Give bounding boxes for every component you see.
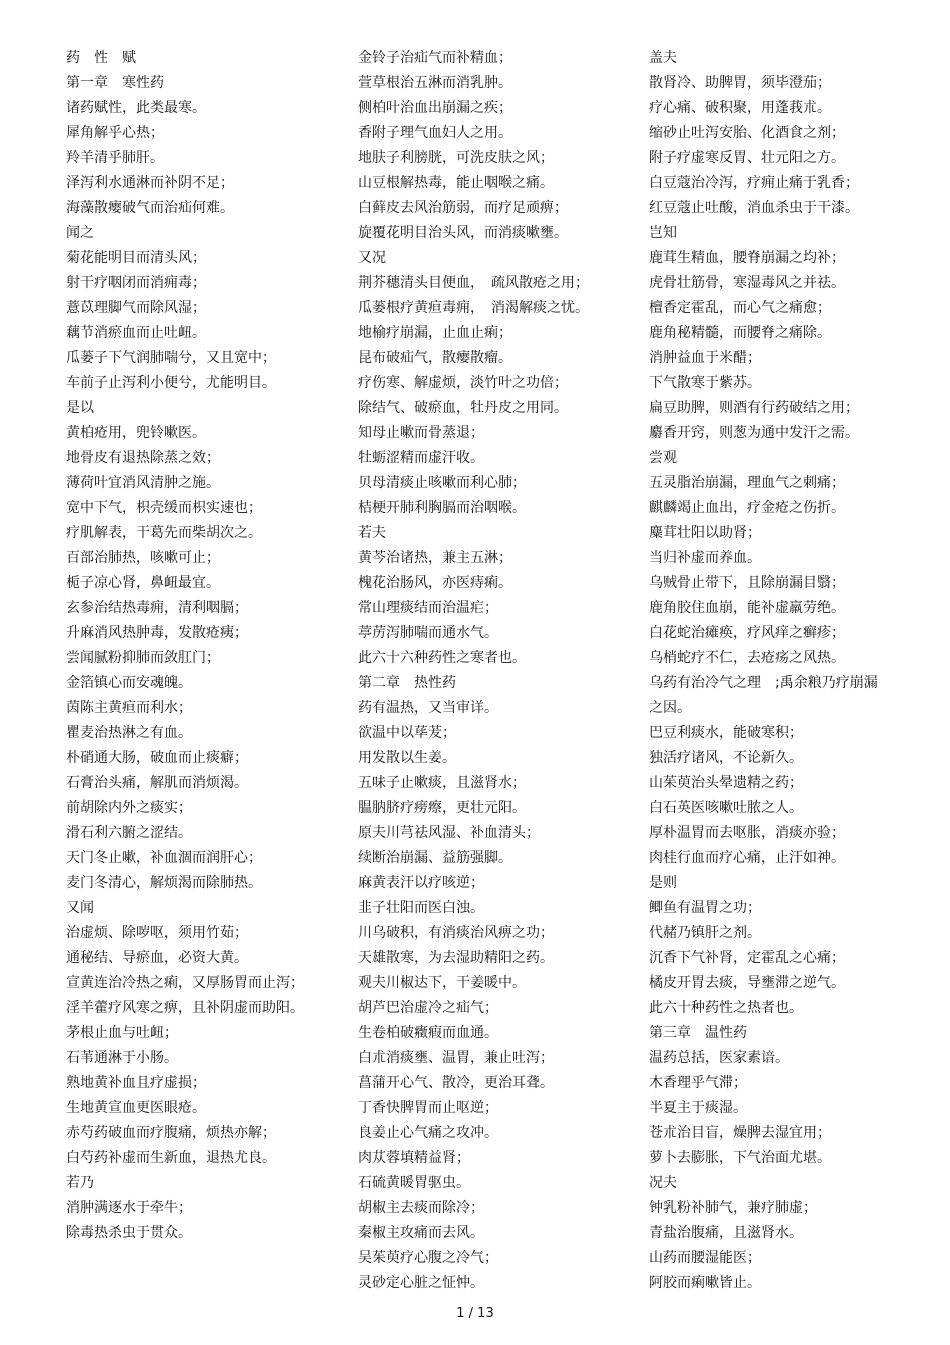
text-line: 原夫川芎祛风湿、补血清头； (358, 825, 540, 841)
text-line: 地骨皮有退热除蒸之效； (66, 450, 220, 466)
text-line: 肉桂行血而疗心痛，止汗如神。 (649, 850, 845, 866)
text-line: 瓜蒌子下气润肺喘兮，又且宽中； (66, 350, 276, 366)
text-line: 天雄散寒，为去湿助精阳之药。 (358, 950, 554, 966)
text-line: 熟地黄补血且疗虚损； (66, 1075, 206, 1091)
text-line: 青盐治腹痛，且滋肾水。 (649, 1225, 803, 1241)
text-line: 石膏治头痛，解肌而消烦渴。 (66, 775, 248, 791)
text-line: 羚羊清乎肺肝。 (66, 150, 164, 166)
text-line: 当归补虚而养血。 (649, 550, 761, 566)
text-line: 薏苡理脚气而除风湿； (66, 300, 206, 316)
text-line: 木香理乎气滞； (649, 1075, 747, 1091)
text-line: 海藻散瘿破气而治疝何难。 (66, 200, 234, 216)
text-line: 观夫川椒达下，干姜暖中。 (358, 975, 526, 991)
text-line: 白藓皮去风治筋弱，而疗足顽痹； (358, 200, 568, 216)
text-line: 荆芥穗清头目便血， 疏风散疮之用； (358, 275, 589, 291)
text-line: 白豆蔻治冷泻，疗痈止痛于乳香； (649, 175, 859, 191)
text-line: 丁香快脾胃而止呕逆； (358, 1100, 498, 1116)
text-line: 鹿角胶住血崩，能补虚羸劳绝。 (649, 600, 845, 616)
text-line: 地榆疗崩漏，止血止痢； (358, 325, 512, 341)
text-line: 车前子止泻利小便兮，尤能明目。 (66, 375, 276, 391)
text-line: 宣黄连治冷热之痢，又厚肠胃而止泻； (66, 975, 304, 991)
text-line: 鹿茸生精血，腰脊崩漏之均补； (649, 250, 845, 266)
text-line: 第二章 热性药 (358, 675, 456, 691)
text-line: 独活疗诸风，不论新久。 (649, 750, 803, 766)
text-line: 诸药赋性，此类最寒。 (66, 100, 206, 116)
text-line: 是则 (649, 875, 677, 891)
text-line: 宽中下气，枳壳缓而枳实速也； (66, 500, 262, 516)
text-line: 檀香定霍乱，而心气之痛愈； (649, 300, 831, 316)
text-line: 白朮消痰壅、温胃，兼止吐泻； (358, 1050, 554, 1066)
text-line: 藕节消瘀血而止吐衄。 (66, 325, 206, 341)
text-column-3 (649, 46, 889, 1296)
text-line: 前胡除内外之痰实； (66, 800, 192, 816)
text-line: 此六十六种药性之寒者也。 (358, 650, 526, 666)
text-line: 散肾冷、助脾胃，须毕澄茄； (649, 75, 831, 91)
text-line: 朴硝通大肠，破血而止痰癖； (66, 750, 248, 766)
text-line: 瓜蒌根疗黄疸毒痈， 消渴解痰之忧。 (358, 300, 589, 316)
text-line: 韭子壮阳而医白浊。 (358, 900, 484, 916)
text-line: 胡芦巴治虚冷之疝气； (358, 1000, 498, 1016)
text-line: 香附子理气血妇人之用。 (358, 125, 512, 141)
text-line: 盖夫 (649, 50, 677, 66)
text-line: 欲温中以荜茇； (358, 725, 456, 741)
text-line: 知母止嗽而骨蒸退； (358, 425, 484, 441)
text-line: 灵砂定心脏之怔忡。 (358, 1275, 484, 1291)
text-line: 肉苁蓉填精益肾； (358, 1150, 470, 1166)
text-line: 百部治肺热，咳嗽可止； (66, 550, 220, 566)
text-line: 犀角解乎心热； (66, 125, 164, 141)
text-line: 赤芍药破血而疗腹痛，烦热亦解； (66, 1125, 276, 1141)
text-line: 萝卜去膨胀，下气治面尤堪。 (649, 1150, 831, 1166)
text-line: 半夏主于痰湿。 (649, 1100, 747, 1116)
text-line: 尝闻腻粉抑肺而敛肛门； (66, 650, 220, 666)
text-line: 巴豆利痰水，能破寒积； (649, 725, 803, 741)
text-line: 旋覆花明目治头风，而消痰嗽壅。 (358, 225, 568, 241)
text-line: 除毒热杀虫于贯众。 (66, 1225, 192, 1241)
text-line: 川乌破积，有消痰治风痹之功； (358, 925, 554, 941)
text-line: 桔梗开肺利胸膈而治咽喉。 (358, 500, 526, 516)
text-line: 续断治崩漏、益筋强脚。 (358, 850, 512, 866)
text-line: 除结气、破瘀血，牡丹皮之用同。 (358, 400, 568, 416)
text-line: 麒麟竭止血出，疗金疮之伤折。 (649, 500, 845, 516)
text-line: 白花蛇治瘫痪，疗风痒之癣疹； (649, 625, 845, 641)
text-line: 薄荷叶宜消风清肿之施。 (66, 475, 220, 491)
text-line: 瞿麦治热淋之有血。 (66, 725, 192, 741)
text-line: 葶苈泻肺喘而通水气。 (358, 625, 498, 641)
text-line: 代赭乃镇肝之剂。 (649, 925, 761, 941)
text-line: 射干疗咽闭而消痈毒； (66, 275, 206, 291)
text-line: 淫羊藿疗风寒之痹，且补阴虚而助阳。 (66, 1000, 304, 1016)
text-line: 药 性 赋 (66, 50, 136, 66)
text-line: 扁豆助脾，则酒有行药破结之用； (649, 400, 859, 416)
text-line: 石苇通淋于小肠。 (66, 1050, 178, 1066)
text-line: 黄柏疮用，兜铃嗽医。 (66, 425, 206, 441)
text-line: 若夫 (358, 525, 386, 541)
text-line: 五灵脂治崩漏，理血气之刺痛； (649, 475, 845, 491)
text-line: 昆布破疝气，散瘿散瘤。 (358, 350, 512, 366)
text-line: 麝香开窍，则葱为通中发汗之需。 (649, 425, 859, 441)
text-line: 是以 (66, 400, 94, 416)
text-line: 萱草根治五淋而消乳肿。 (358, 75, 512, 91)
text-line: 金箔镇心而安魂魄。 (66, 675, 192, 691)
text-line: 沉香下气补肾，定霍乱之心痛； (649, 950, 845, 966)
text-line: 地肤子利膀胱，可洗皮肤之风； (358, 150, 554, 166)
text-line: 山豆根解热毒，能止咽喉之痛。 (358, 175, 554, 191)
text-line: 苍朮治目盲，燥脾去湿宜用； (649, 1125, 831, 1141)
text-line: 乌药有治冷气之理 ;禹余粮乃疗崩漏之因。 (649, 675, 878, 716)
text-line: 乌梢蛇疗不仁，去疮疡之风热。 (649, 650, 845, 666)
text-line: 温药总括，医家素谙。 (649, 1050, 789, 1066)
text-line: 况夫 (649, 1175, 677, 1191)
text-line: 红豆蔻止吐酸，消血杀虫于干漆。 (649, 200, 859, 216)
text-line: 疗肌解表，干葛先而柴胡次之。 (66, 525, 262, 541)
text-line: 橘皮开胃去痰，导壅滞之逆气。 (649, 975, 845, 991)
text-line: 闻之 (66, 225, 94, 241)
text-line: 第一章 寒性药 (66, 75, 164, 91)
text-line: 贝母清痰止咳嗽而利心肺； (358, 475, 526, 491)
text-line: 疗心痛、破积聚，用蓬莪朮。 (649, 100, 831, 116)
text-line: 吴茱萸疗心腹之冷气； (358, 1250, 498, 1266)
text-line: 钟乳粉补肺气，兼疗肺虚； (649, 1200, 817, 1216)
text-column-2 (358, 46, 628, 1296)
text-line: 生卷柏破癥瘕而血通。 (358, 1025, 498, 1041)
text-line: 菊花能明目而清头风； (66, 250, 206, 266)
text-line: 天门冬止嗽，补血涸而润肝心； (66, 850, 262, 866)
text-line: 疗伤寒、解虚烦，淡竹叶之功倍； (358, 375, 568, 391)
text-line: 茅根止血与吐衄； (66, 1025, 178, 1041)
text-line: 泽泻利水通淋而补阴不足； (66, 175, 234, 191)
text-line: 生地黄宣血更医眼疮。 (66, 1100, 206, 1116)
text-line: 滑石利六腑之涩结。 (66, 825, 192, 841)
text-line: 石硫黄暖胃驱虫。 (358, 1175, 470, 1191)
text-line: 厚朴温胃而去呕胀，消痰亦验； (649, 825, 845, 841)
text-line: 用发散以生姜。 (358, 750, 456, 766)
text-line: 五味子止嗽痰，且滋肾水； (358, 775, 526, 791)
text-line: 金铃子治疝气而补精血； (358, 50, 512, 66)
text-line: 鹿角秘精髓，而腰脊之痛除。 (649, 325, 831, 341)
text-line: 第三章 温性药 (649, 1025, 747, 1041)
text-line: 麦门冬清心，解烦渴而除肺热。 (66, 875, 262, 891)
text-line: 消肿益血于米醋； (649, 350, 761, 366)
text-line: 胡椒主去痰而除冷； (358, 1200, 484, 1216)
text-line: 又况 (358, 250, 386, 266)
text-line: 虎骨壮筋骨，寒湿毒风之并祛。 (649, 275, 845, 291)
text-line: 麻黄表汗以疗咳逆； (358, 875, 484, 891)
text-line: 侧柏叶治血出崩漏之疾； (358, 100, 512, 116)
text-line: 乌贼骨止带下，且除崩漏目翳； (649, 575, 845, 591)
text-line: 菖蒲开心气、散冷，更治耳聋。 (358, 1075, 554, 1091)
text-column-1 (66, 46, 336, 1246)
text-line: 此六十种药性之热者也。 (649, 1000, 803, 1016)
text-line: 山茱萸治头晕遗精之药； (649, 775, 803, 791)
text-line: 玄参治结热毒痈，清利咽膈； (66, 600, 248, 616)
text-line: 通秘结、导瘀血，必资大黄。 (66, 950, 248, 966)
text-line: 栀子凉心肾，鼻衄最宜。 (66, 575, 220, 591)
text-line: 茵陈主黄疸而利水； (66, 700, 192, 716)
text-line: 鲫鱼有温胃之功； (649, 900, 761, 916)
text-line: 附子疗虚寒反胃、壮元阳之方。 (649, 150, 845, 166)
text-line: 又闻 (66, 900, 94, 916)
text-line: 缩砂止吐泻安胎、化酒食之剂； (649, 125, 845, 141)
text-line: 白芍药补虚而生新血，退热尤良。 (66, 1150, 276, 1166)
text-line: 槐花治肠风，亦医痔痢。 (358, 575, 512, 591)
text-line: 山药而腰湿能医； (649, 1250, 761, 1266)
text-line: 消肿满逐水于牵牛； (66, 1200, 192, 1216)
page-number: 1 / 13 (456, 1306, 494, 1321)
text-line: 白石英医咳嗽吐脓之人。 (649, 800, 803, 816)
text-line: 牡蛎涩精而虚汗收。 (358, 450, 484, 466)
text-line: 若乃 (66, 1175, 94, 1191)
text-line: 升麻消风热肿毒，发散疮痍； (66, 625, 248, 641)
text-line: 药有温热，又当审详。 (358, 700, 498, 716)
text-line: 治虚烦、除哕呕，须用竹茹； (66, 925, 248, 941)
text-line: 黄芩治诸热，兼主五淋； (358, 550, 512, 566)
text-line: 秦椒主攻痛而去风。 (358, 1225, 484, 1241)
text-line: 常山理痰结而治温疟； (358, 600, 498, 616)
text-line: 下气散寒于紫苏。 (649, 375, 761, 391)
text-line: 良姜止心气痛之攻冲。 (358, 1125, 498, 1141)
text-line: 腽肭脐疗痨瘵，更壮元阳。 (358, 800, 526, 816)
text-line: 麋茸壮阳以助肾； (649, 525, 761, 541)
text-line: 岂知 (649, 225, 677, 241)
text-line: 尝观 (649, 450, 677, 466)
text-line: 阿胶而痢嗽皆止。 (649, 1275, 761, 1291)
